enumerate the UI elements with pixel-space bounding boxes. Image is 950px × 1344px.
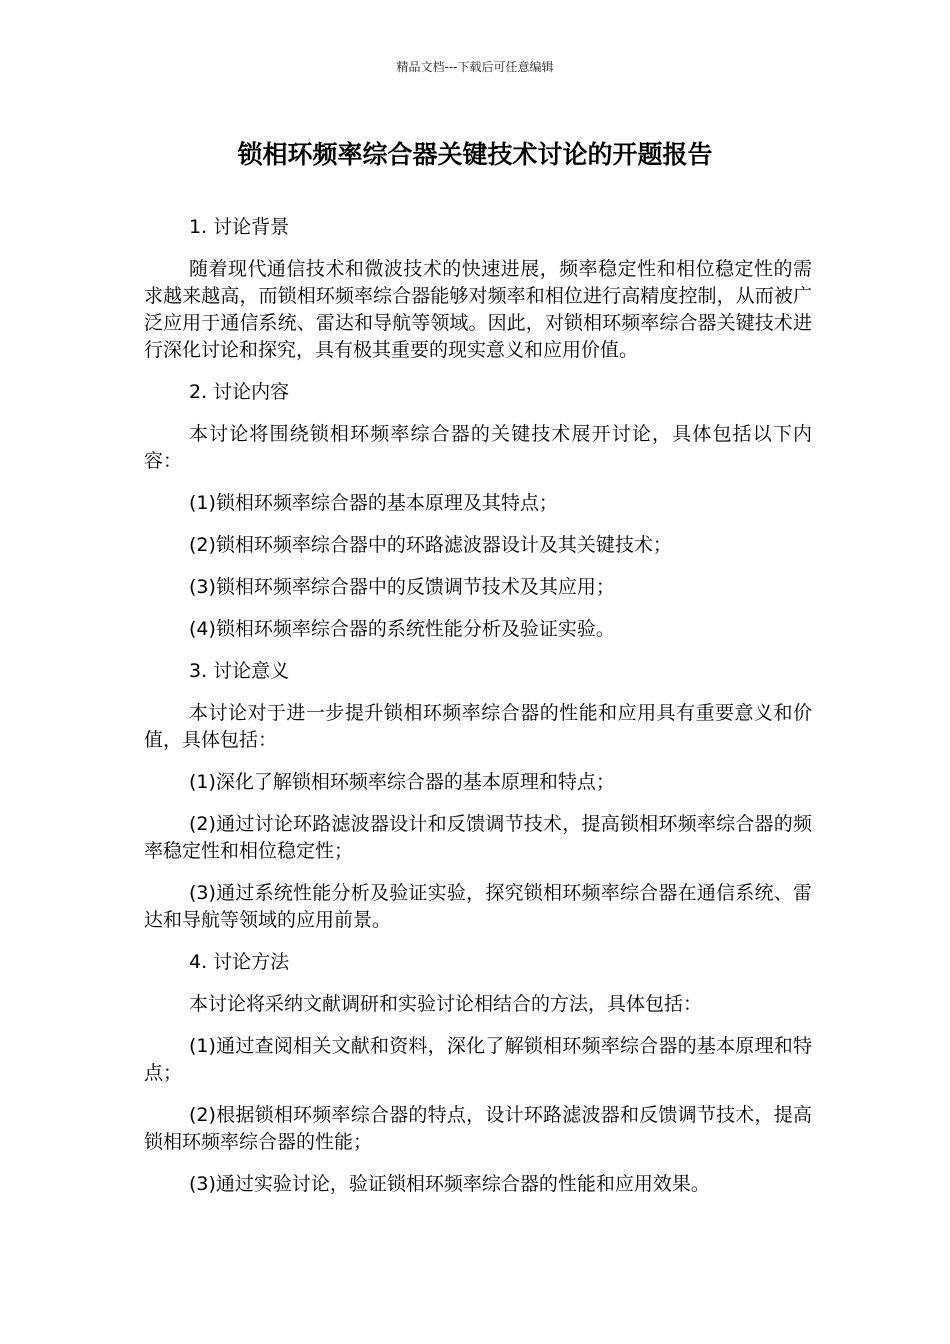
significance-intro-paragraph: 本讨论对于进一步提升锁相环频率综合器的性能和应用具有重要意义和价值，具体包括： bbox=[144, 702, 812, 751]
document-title: 锁相环频率综合器关键技术讨论的开题报告 bbox=[237, 140, 713, 169]
section-heading-content: 2. 讨论内容 bbox=[189, 381, 290, 403]
section-heading-method: 4. 讨论方法 bbox=[189, 951, 290, 973]
significance-list-item: (2)通过讨论环路滤波器设计和反馈调节技术，提高锁相环频率综合器的频率稳定性和相位稳定性； bbox=[144, 813, 812, 862]
header-note: 精品文档---下载后可任意编辑 bbox=[396, 60, 554, 74]
section-heading-background: 1. 讨论背景 bbox=[189, 216, 290, 238]
method-list-item: (1)通过查阅相关文献和资料，深化了解锁相环频率综合器的基本原理和特点； bbox=[144, 1035, 812, 1084]
significance-list-item: (1)深化了解锁相环频率综合器的基本原理和特点； bbox=[189, 771, 615, 793]
content-list-item: (2)锁相环频率综合器中的环路滤波器设计及其关键技术； bbox=[189, 534, 672, 556]
method-list-item: (3)通过实验讨论，验证锁相环频率综合器的性能和应用效果。 bbox=[189, 1173, 710, 1195]
content-list-item: (1)锁相环频率综合器的基本原理及其特点； bbox=[189, 492, 558, 514]
content-list-item: (3)锁相环频率综合器中的反馈调节技术及其应用； bbox=[189, 576, 615, 598]
content-intro-paragraph: 本讨论将围绕锁相环频率综合器的关键技术展开讨论，具体包括以下内容： bbox=[144, 423, 812, 472]
method-intro-paragraph: 本讨论将采纳文献调研和实验讨论相结合的方法，具体包括： bbox=[189, 993, 703, 1015]
significance-list-item: (3)通过系统性能分析及验证实验，探究锁相环频率综合器在通信系统、雷达和导航等领域的应用前景。 bbox=[144, 882, 812, 931]
document-body bbox=[144, 214, 812, 1213]
method-list-item: (2)根据锁相环频率综合器的特点，设计环路滤波器和反馈调节技术，提高锁相环频率综合器的性能； bbox=[144, 1104, 812, 1153]
background-paragraph: 随着现代通信技术和微波技术的快速进展，频率稳定性和相位稳定性的需求越来越高，而锁相环频率综合器能够对频率和相位进行高精度控制，从而被广泛应用于通信系统、雷达和导航等领域。因此，对锁相环频率综合器关键技术进行深化讨论和探究，具有极其重要的现实意义和应用价值。 bbox=[144, 258, 812, 361]
content-list-item: (4)锁相环频率综合器的系统性能分析及验证实验。 bbox=[189, 618, 615, 640]
section-heading-significance: 3. 讨论意义 bbox=[189, 660, 290, 682]
